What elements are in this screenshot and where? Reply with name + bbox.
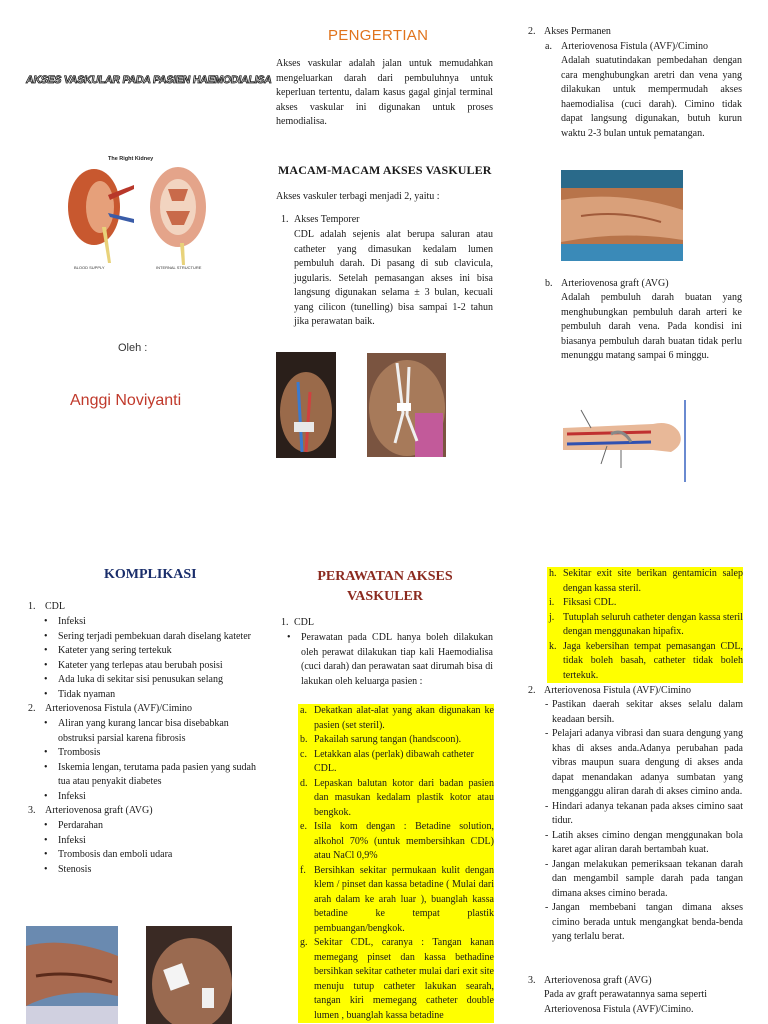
types-intro: Akses vaskuler terbagi menjadi 2, yaitu : [276,191,440,202]
avg-diagram [561,398,687,484]
kidney-illustration [56,155,226,273]
list-item: • Perdarahan [58,819,258,834]
brochure-title: AKSES VASKULAR PADA PASIEN HAEMODIALISA [25,74,273,86]
care-avg-title: Arteriovenosa graft (AVG) [544,975,652,986]
group-num: 2. [28,703,36,714]
cdl-photo-2 [367,353,446,457]
care-step: k. Jaga kebersihan tempat pemasangan CDL, tidak boleh basah, catheter tidak boleh tertekuk. [547,640,743,684]
kidney-icon [56,155,226,273]
list-item: • Kateter yang terlepas atau berubah posisi [58,659,258,674]
care-step: j. Tutuplah seluruh catheter dengan kassa steril dengan menggunakan hipafix. [547,611,743,640]
care-avf-num: 2. [528,685,536,696]
list-item: • Ada luka di sekitar sisi penusukan selang [58,673,258,688]
complications-heading: KOMPLIKASI [104,567,197,582]
avg-arm-diagram-icon [561,398,687,484]
group-title: CDL [45,601,65,612]
arm-complication-photo-icon [26,926,118,1024]
care-avf-title: Arteriovenosa Fistula (AVF)/Cimino [544,685,692,696]
kidney-caption-left: BLOOD SUPPLY [74,265,105,270]
care-cdl-num: 1. [281,617,289,628]
care-steps-a-g [298,704,494,1023]
list-item: - Jangan melakukan pemeriksaan tekanan darah dan mengambil sample darah pada tangan dimana akses cimino berada. [545,858,743,899]
list-item: - Latih akses cimino dengan menggunakan bola karet agar aliran darah bertambah kuat. [545,829,743,855]
avg-title: Arteriovenosa graft (AVG) [561,278,669,289]
care-step: f. Bersihkan sekitar permukaan kulit dengan klem / pinset dan kassa betadine ( Mulai dari arah dalam ke arah luar ), buanglah kassa betadine ke tempat plastik pembuangan/bengkok. [298,864,494,937]
list-item: • Tidak nyaman [58,688,258,703]
list-item: - Hindari adanya tekanan pada akses cimino saat tidur. [545,800,743,826]
avf-photo [561,170,683,261]
temporary-access-num: 1. [281,214,289,225]
care-avf-points [545,698,743,945]
care-heading [276,567,494,607]
care-step: a. Dekatkan alat-alat yang akan digunakan ke pasien (set steril). [298,704,494,733]
cdl-neck-photo-icon [276,352,336,458]
list-item: - Pastikan daerah sekitar akses selalu dalam keadaan bersih. [545,699,743,725]
complication-photo-2 [146,926,232,1024]
list-item: • Iskemia lengan, terutama pada pasien yang sudah tua atau penyakit diabetes [58,761,258,790]
list-item: • Aliran yang kurang lancar bisa disebabkan obstruksi parsial karena fibrosis [58,717,258,746]
by-label: Oleh : [118,342,148,354]
avg-label: b. [545,278,553,289]
list-item: • Infeksi [58,790,258,805]
avf-label: a. [545,41,552,52]
temporary-access-text: CDL adalah sejenis alat berupa saluran atau catheter yang dimasukan kedalam lumen pembuluh darah. Di pasang di sub clavicula, jugularis. Setelah pemasangan akses ini bisa langsung digunakan selama ± 3 bulan, kecuali yang cilicon (tunelling) bisa sampai 1-2 tahun jika perawatan baik. [294,229,493,327]
list-item: • Stenosis [58,863,258,878]
avf-text: Adalah suatutindakan pembedahan dengan cara menghubungkan aretri dan vena yang dilakukan untuk mempermudah akses haemodialisa (cuci darah). Cimino tidak dapat langsung digunakan, butuh kurun waktu 2-3 bulan untuk pematangan. [561,55,742,139]
care-step: b. Pakailah sarung tangan (handscoon). [298,733,494,748]
permanent-access-title: Akses Permanen [544,26,611,37]
temporary-access-title: Akses Temporer [294,214,360,225]
author-name: Anggi Noviyanti [70,392,182,409]
group-num: 3. [28,805,36,816]
definition-heading: PENGERTIAN [328,27,429,44]
care-steps-h-k [547,567,743,683]
permanent-access-num: 2. [528,26,536,37]
list-item: • Kateter yang sering tertekuk [58,644,258,659]
cdl-chest-photo-icon [367,353,446,457]
list-item: • Infeksi [58,834,258,849]
chest-complication-photo-icon [146,926,232,1024]
care-avg-num: 3. [528,975,536,986]
care-heading-line2: VASKULER [347,589,423,604]
kidney-label: The Right Kidney [108,156,154,162]
avf-arm-photo-icon [561,170,683,261]
list-item: - Jangan membebani tangan dimana akses cimino berada untuk mengangkat benda-benda yang terlalu berat. [545,902,743,942]
complication-photo-1 [26,926,118,1024]
group-title: Arteriovenosa Fistula (AVF)/Cimino [45,703,193,714]
care-step: c. Letakkan alas (perlak) dibawah catheter CDL. [298,748,494,777]
care-step: g. Sekitar CDL, caranya : Tangan kanan memegang pinset dan kassa bethadine bersihkan sekitar catheter mulai dari exit site menuju tutup catheter lakukan searah, tangan kiri memegang catheter double lumen , buanglah kassa betadine [298,936,494,1023]
list-item: • Sering terjadi pembekuan darah diselang kateter [58,630,258,645]
care-heading-line1: PERAWATAN AKSES [317,569,453,584]
care-step: e. Isila kom dengan : Betadine solution, alkohol 70% (untuk membersihkan CDL) atau NaCl 0,9% [298,820,494,864]
types-heading: MACAM-MACAM AKSES VASKULER [278,163,492,177]
complication-group-cdl [28,600,258,877]
cdl-photo-1 [276,352,336,458]
avg-text: Adalah pembuluh darah buatan yang menghubungkan pembuluh darah arteri ke pembuluh darah vena. Pada kondisi ini biasanya pembuluh darah buatan tidak perlu menunggu matang sampai 6 minggu. [561,292,742,361]
care-step: h. Sekitar exit site berikan gentamicin salep dengan kassa steril. [547,567,743,596]
definition-text: Akses vaskular adalah jalan untuk memudahkan mengeluarkan darah dari pembuluhnya untuk keperluan tertentu, dalam kasus gagal ginjal terminal akses vaskular ini digunakan untuk proses hemodialisa. [276,58,493,127]
list-item: - Pelajari adanya vibrasi dan suara dengung yang khas di akses anda.Adanya perubahan pada vibras maupun suara dengung di akses anda dapat menandakan adanya sumbatan yang mengganggu aliran darah di akses cimino anda. [545,728,743,797]
care-avg-text: Pada av graft perawatannya sama seperti Arteriovenosa Fistula (AVF)/Cimino. [544,989,707,1015]
care-step: i. Fiksasi CDL. [547,596,743,611]
care-step: d. Lepaskan balutan kotor dari badan pasien dan masukan kedalam plastik kotor atau bengkok. [298,777,494,821]
group-num: 1. [28,601,36,612]
care-cdl-intro: • Perawatan pada CDL hanya boleh dilakukan oleh perawat dilakukan tiap kali Haemodialisa (cuci darah) dan perawatan saat dirumah bisa di lakukan oleh keluarga pasien : [301,631,493,689]
kidney-caption-right: INTERNAL STRUCTURE [156,265,202,270]
list-item: • Trombosis dan emboli udara [58,848,258,863]
group-title: Arteriovenosa graft (AVG) [45,805,153,816]
avf-title: Arteriovenosa Fistula (AVF)/Cimino [561,41,709,52]
care-cdl-title: CDL [294,617,314,628]
list-item: • Infeksi [58,615,258,630]
list-item: • Trombosis [58,746,258,761]
